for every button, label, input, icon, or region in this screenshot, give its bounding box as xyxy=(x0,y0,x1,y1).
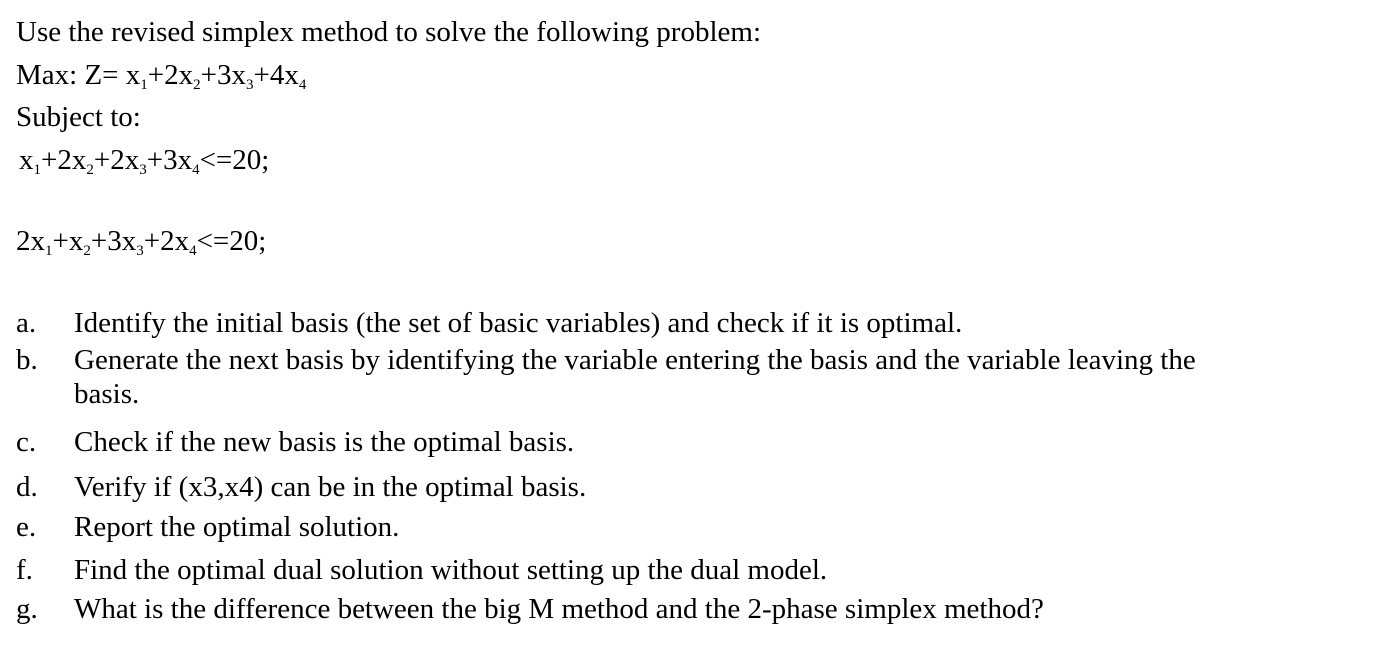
constraint-1 xyxy=(19,143,269,177)
constraint2-prefix: 2x xyxy=(16,225,45,257)
question-letter: c. xyxy=(16,426,37,458)
constraint1-term-4: <=20; xyxy=(199,144,270,176)
question-letter: d. xyxy=(16,471,38,503)
problem-intro: Use the revised simplex method to solve the following problem: xyxy=(16,16,762,48)
constraint1-sub-1: 1 xyxy=(33,162,41,178)
subject-to-label: Subject to: xyxy=(16,101,141,133)
question-text: Generate the next basis by identifying the variable entering the basis and the variable leaving the xyxy=(74,344,1196,376)
objective-prefix: Max: Z= x xyxy=(16,59,141,91)
constraint1-sub-4: 4 xyxy=(192,162,200,178)
constraint1-sub-2: 2 xyxy=(86,162,94,178)
question-text: Identify the initial basis (the set of basic variables) and check if it is optimal. xyxy=(74,307,963,339)
question-text: Find the optimal dual solution without setting up the dual model. xyxy=(74,554,828,586)
constraint1-term-3: +3x xyxy=(146,144,193,176)
objective-sub-2: 2 xyxy=(193,77,201,93)
question-letter: b. xyxy=(16,344,38,376)
question-text: Check if the new basis is the optimal basis. xyxy=(74,426,575,458)
constraint1-term-1: +2x xyxy=(41,144,87,176)
constraint2-term-2: +3x xyxy=(90,225,137,257)
constraint2-sub-2: 2 xyxy=(83,243,91,259)
question-text: Report the optimal solution. xyxy=(74,511,400,543)
objective-sub-3: 3 xyxy=(246,77,254,93)
objective-function xyxy=(16,58,306,92)
constraint-2 xyxy=(16,224,266,258)
question-text: Verify if (x3,x4) can be in the optimal basis. xyxy=(74,471,587,503)
constraint2-sub-4: 4 xyxy=(189,243,197,259)
constraint1-term-2: +2x xyxy=(93,144,140,176)
question-text-continuation: basis. xyxy=(74,378,140,410)
constraint2-term-1: +x xyxy=(52,225,84,257)
constraint1-prefix: x xyxy=(19,144,34,176)
objective-sub-1: 1 xyxy=(140,77,148,93)
question-letter: g. xyxy=(16,593,38,625)
question-letter: f. xyxy=(16,554,33,586)
objective-term-2: +3x xyxy=(200,59,247,91)
objective-sub-4: 4 xyxy=(298,77,307,93)
objective-term-1: +2x xyxy=(147,59,194,91)
objective-term-3: +4x xyxy=(253,59,299,91)
constraint2-term-4: <=20; xyxy=(196,225,267,257)
question-letter: a. xyxy=(16,307,37,339)
constraint1-sub-3: 3 xyxy=(139,162,147,178)
question-text: What is the difference between the big M method and the 2-phase simplex method? xyxy=(74,593,1044,625)
constraint2-term-3: +2x xyxy=(143,225,190,257)
constraint2-sub-3: 3 xyxy=(136,243,144,259)
question-text-block xyxy=(74,343,1374,411)
question-letter: e. xyxy=(16,511,37,543)
constraint2-sub-1: 1 xyxy=(45,243,53,259)
